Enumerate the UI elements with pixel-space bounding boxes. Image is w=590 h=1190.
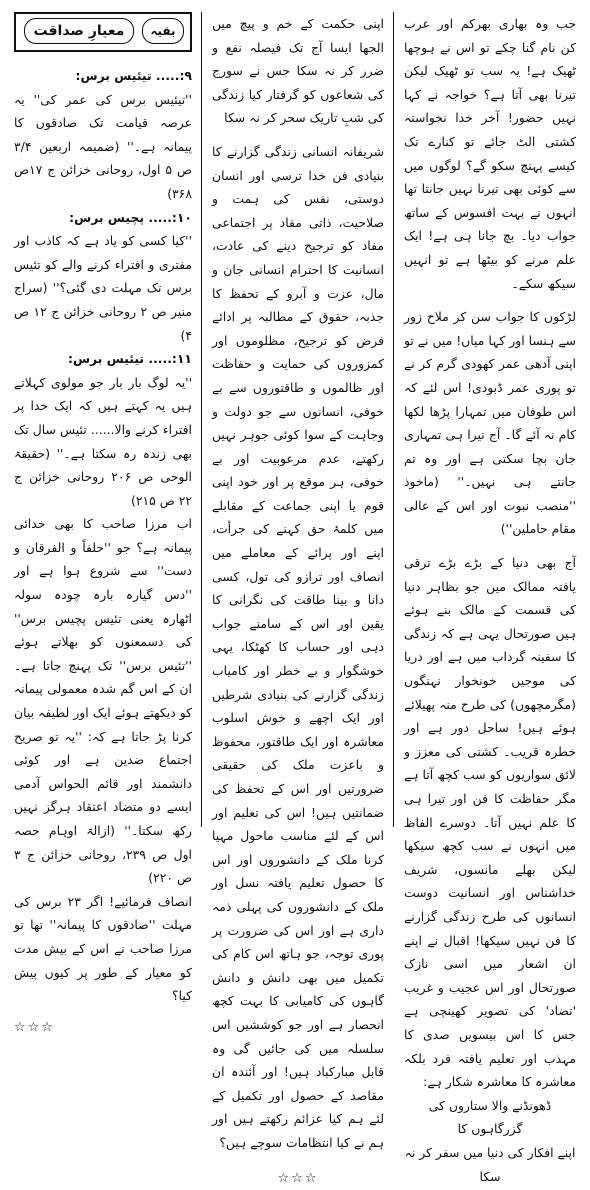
verse-line: اپنے افکار کی دنیا میں سفر کر نہ سکا xyxy=(404,1141,576,1188)
column-left xyxy=(14,12,192,827)
continued-tag: بقیہ xyxy=(142,18,184,44)
column-divider xyxy=(393,12,394,827)
paragraph: آج بھی دنیا کے بڑے بڑے ترقی یافتہ ممالک میں جو بظاہر دنیا کی قسمت کے مالک بنے ہوئے ہیں صورتحال یہی ہے کہ زندگی کا سفینہ گرداب میں ہے اور دریا کی موجیں خونخوار نہنگوں (مگرمچھوں) کی طرح منہ پھیلائے ہوئے ہیں! ساحل دور ہے اور خطرہ قریب۔ کشتی کی معزز و لائق سواریوں کو سب کچھ آتا ہے مگر حفاظت کا فن اور تیرا ہی کا علم نہیں آتا۔ دوسرے الفاظ میں انہوں نے سب کچھ سیکھا لیکن بھلے مانسوں، شریف خداشناس اور انسانیت دوست انسانوں کی طرح زندگی گزارنے کا فن نہیں سیکھا! اقبال نے اپنے ان اشعار میں اسی نازک صورتحال اور اس عجیب و غریب 'تضاد' کی تصویر کھینچی ہے جس کا اس بیسویں صدی کا مہذب اور تعلیم یافتہ فرد بلکہ معاشرہ کا معاشرہ شکار ہے: xyxy=(404,551,576,1094)
column-divider xyxy=(201,12,202,827)
section-header xyxy=(14,12,192,52)
section-title: معیارِ صداقت xyxy=(24,18,134,44)
paragraph: جب وہ بھاری بھرکم اور عرب کن نام گنا چکے تو اس نے ہوچھا ٹھیک ہے! یہ سب تو ٹھیک لیکن تیرنا بھی آتا ہے؟ خواجہ نے کہا نہیں حضور! آخر خدا نخواستہ کشتی الٹ جائے تو کنارے تک کیسے پہنچ سکو گے؟ لوگوں میں سے کوئی بھی تیرنا نہیں جانتا تھا انہوں نے بہت افسوس کے ساتھ جواب دیا۔ بچ جانا ہی ہے! ایک علم مرنے کو بیٹھا ہے تو انہیں سیکھ سکے۔ xyxy=(404,12,576,295)
verse-block: اپنی حکمت کے خم و پیچ میں الجھا ایسا آج تک فیصلہ نفع و ضرر کر نہ سکا جس نے سورج کی شعاعوں کو گرفتار کیا زندگی کی شبِ تاریک سحر کر نہ سکا xyxy=(212,12,384,130)
paragraph: ''کیا کسی کو یاد ہے کہ کاذب اور مفتری و افتراء کرنے والے کو تئیس برس تک مہلت دی گئی؟'' (سراج منیر ص ۲ روحانی خزائن ج ۱۲ ص ۴) xyxy=(14,229,192,347)
paragraph: اب مرزا صاحب کا بھی خدائی پیمانہ ہے؟ جو ''حلفاً و الفرقان و دست'' سے شروع ہوا ہے اور ''دس گیارہ بارہ چودہ سولہ اٹھارہ یعنی تئیس پچیس برس'' کی دسمعنوں کو بھلاتے ہوئے ''تئیس برس'' تک پہنچ جاتا ہے۔ ان کے اس گم شدہ معمولی پیمانہ کو دیکھتے ہوئے ایک اور لطیفہ بیان کرنا پڑ جاتا ہے کہ: ''یہ تو صریح اجتماع ضدین ہے اور کوئی دانشمند اور قائم الحواس آدمی ایسے دو متضاد اعتقاد ہرگز نہیں رکھ سکتا۔'' (ازالۃ اوہام حصہ اول ص ۲۳۹، روحانی خزائن ج ۳ ص ۲۲۰) xyxy=(14,512,192,890)
item-heading: ۱۱:..... تیئیس برس: xyxy=(14,347,192,371)
paragraph: شریفانہ انسانی زندگی گزارنے کا بنیادی فن خدا ترسی اور انسان دوستی، نفس کی ہمت و صلاحیت، ذاتی مفاد پر اجتماعی مفاد کو ترجیح دینے کی عادت، انسانیت کا احترام انسانی جان و مال، عزت و آبرو کے تحفظ کا جذبہ، حقوق کے مطالبہ پر ادائے فرض کو ترجیح، مظلوموں اور کمزوروں کی حمایت و حفاظت اور ظالموں و طاقتوروں سے بے خوفی، انسانوں سے جو دولت و وجاہت کے سوا کوئی جوہر نہیں رکھتے، عدم مرعوبیت اور بے خوفی، ہر موقع پر اور خود اپنی قوم یا اپنی جماعت کے مقابلے میں کلمۂ حق کہنے کی جرأت، اپنے اور پرائے کے معاملے میں انصاف اور ترازو کی تول، کسی دانا و بینا طاقت کی نگرانی کا یقین اور اس کے سامنے جواب دہی اور حساب کا کھٹکا، یہی خوشگوار و بے خطر اور کامیاب زندگی گزارنے کی بنیادی شرطیں اور ایک اچھے و خوش اسلوب معاشرہ اور ایک طاقتور، محفوظ و باعزت ملک کی حقیقی ضرورتیں اور اس کے تحفظ کی ضمانتیں ہیں! اس کی تعلیم اور اس کے لئے مناسب ماحول مہیا کرنا ملک کے دانشوروں اور اس کا حصول تعلیم یافتہ نسل اور ملک کے دانشوروں کی پہلی ذمہ داری ہے اور اس کی ضرورت پر پوری توجہ، جو ہاتھ اس کام کی تکمیل میں بھی دانش و دانش گاہوں کی کامیابی کا بہت کچھ انحصار ہے اور جو کوششیں اس سلسلہ میں کی جائیں گی وہ قابل مبارکباد ہیں! اور آئندہ ان مقاصد کے حصول اور تکمیل کے لئے ہم کیا عزائم رکھتے ہیں اور ہم نے کیا انتظامات سوچے ہیں؟ xyxy=(212,140,384,1155)
paragraph: انصاف فرمائیے! اگر ۲۳ برس کی مہلت ''صادقوں کا پیمانہ'' تھا تو مرزا صاحب نے اس کے بیش مدت کو معیار کے طور پر کیوں پیش کیا؟ xyxy=(14,890,192,1008)
item-heading: ۹:..... تیئیس برس: xyxy=(14,64,192,88)
column-middle xyxy=(212,12,384,827)
section-end-stars: ☆☆☆ xyxy=(14,1016,192,1040)
paragraph: لڑکوں کا جواب سن کر ملاح زور سے ہنسا اور کہا میاں! میں نے تو اپنی آدھی عمر کھودی گرم کر نے تو پوری عمر ڈبودی! اس لئے کہ اس طوفان میں تمہارا پڑھا لکھا کام نہ آئے گا۔ آج تیرا ہی تمہاری جان بچا سکتی ہے اور وہ تم جانتے ہی نہیں۔'' (ماخوذ ''منصب نبوت اور اس کے عالی مقام حاملین'') xyxy=(404,305,576,541)
column-right xyxy=(404,12,576,827)
verse-line: ڈھونڈنے والا ستاروں کی گزرگاہوں کا xyxy=(404,1094,576,1141)
paragraph: ''تیئیس برس کی عمر کی'' یہ عرصہ قیامت تک صادقوں کا پیمانہ ہے۔'' (ضمیمہ اربعین ۳/۴ ص ۵ اول، روحانی خزائن ج ۱۷ص ۳۶۸) xyxy=(14,88,192,206)
item-heading: ۱۰:..... پچیس برس: xyxy=(14,206,192,230)
magazine-page xyxy=(14,12,576,827)
paragraph: ''یہ لوگ بار بار جو مولوی کہلاتے ہیں یہ کہتے ہیں کہ ایک خدا پر افتراء کرنے والا...... تئیس سال تک بھی زندہ رہ سکتا ہے۔'' (حقیقۃ الوحی ص ۲۰۶ روحانی خزائن ج ۲۲ ص ۲۱۵) xyxy=(14,371,192,513)
section-end-stars: ☆☆☆ xyxy=(212,1167,384,1190)
